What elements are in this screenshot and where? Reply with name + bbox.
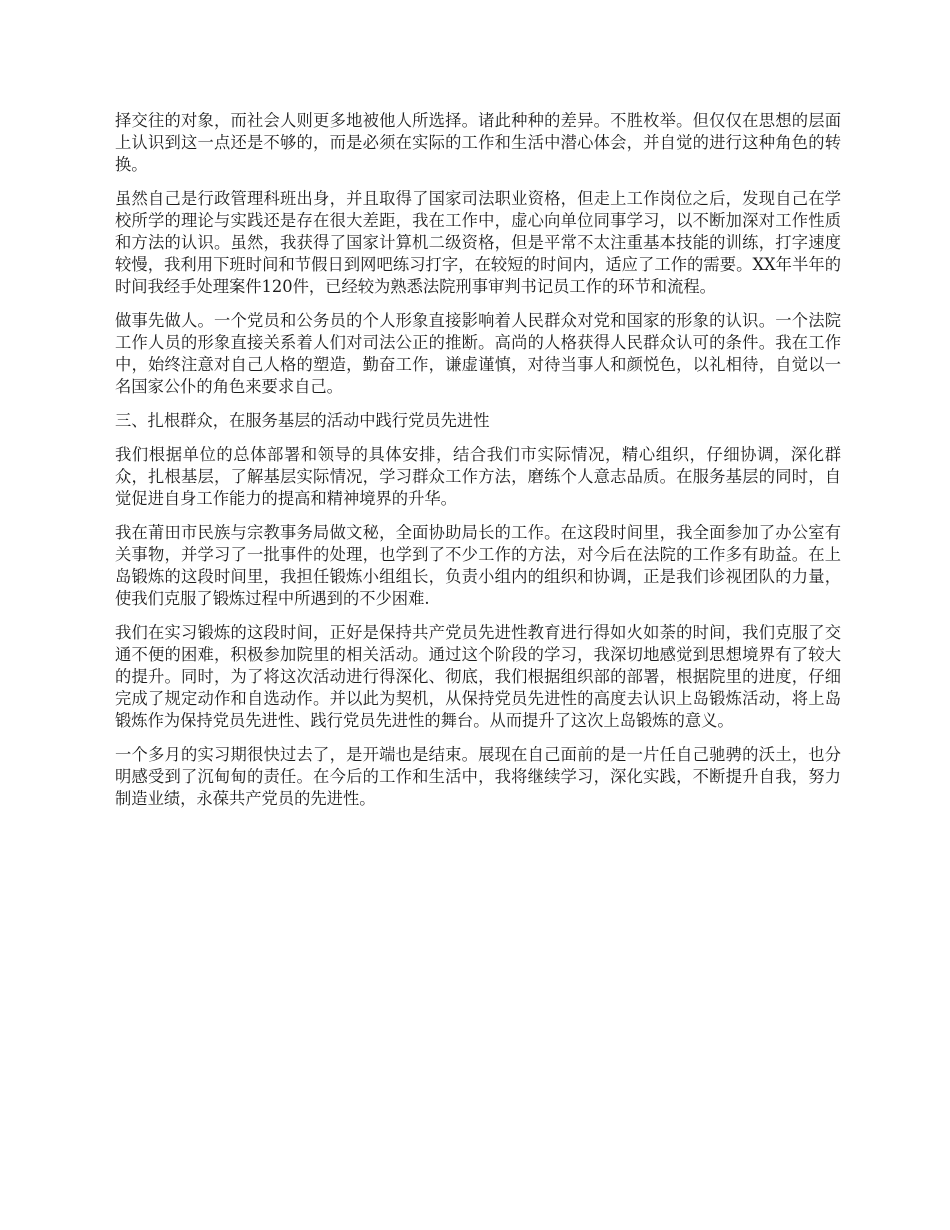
paragraph-party-education: 我们在实习锻炼的这段时间，正好是保持共产党员先进性教育进行得如火如荼的时间，我们克服了交通不便的困难，积极参加院里的相关活动。通过这个阶段的学习，我深切地感觉到思想境界有了较大的提升。同时，为了将这次活动进行得深化、彻底，我们根据组织部的部署，根据院里的进度，仔细完成了规定动作和自选动作。并以此为契机，从保持党员先进性的高度去认识上岛锻炼活动，将上岛锻炼作为保持党员先进性、践行党员先进性的舞台。从而提升了这次上岛锻炼的意义。 <box>115 623 841 730</box>
document-page <box>115 110 841 822</box>
paragraph-secretary-work: 我在莆田市民族与宗教事务局做文秘，全面协助局长的工作。在这段时间里，我全面参加了办公室有关事物，并学习了一批事件的处理，也学到了不少工作的方法，对今后在法院的工作多有助益。在上岛锻炼的这段时间里，我担任锻炼小组组长，负责小组内的组织和协调，正是我们诊视团队的力量，使我们克服了锻炼过程中所遇到的不少困难. <box>115 523 841 608</box>
section-heading-3: 三、扎根群众，在服务基层的活动中践行党员先进性 <box>115 411 490 430</box>
paragraph-grassroots-service: 我们根据单位的总体部署和领导的具体安排，结合我们市实际情况，精心组织，仔细协调，深化群众，扎根基层，了解基层实际情况，学习群众工作方法，磨练个人意志品质。在服务基层的同时，自觉促进自身工作能力的提高和精神境界的升华。 <box>115 445 841 508</box>
paragraph-learning-skills: 虽然自己是行政管理科班出身，并且取得了国家司法职业资格，但走上工作岗位之后，发现自己在学校所学的理论与实践还是存在很大差距，我在工作中，虚心向单位同事学习，以不断加深对工作性质和方法的认识。虽然，我获得了国家计算机二级资格，但是平常不太注重基本技能的训练，打字速度较慢，我利用下班时间和节假日到网吧练习打字，在较短的时间内，适应了工作的需要。XX年半年的时间我经手处理案件120件，已经较为熟悉法院刑事审判书记员工作的环节和流程。 <box>115 189 841 296</box>
paragraph-role-transition: 择交往的对象，而社会人则更多地被他人所选择。诸此种种的差异。不胜枚举。但仅仅在思想的层面上认识到这一点还是不够的，而是必须在实际的工作和生活中潜心体会，并自觉的进行这种角色的转换。 <box>115 111 841 174</box>
paragraph-personal-image: 做事先做人。一个党员和公务员的个人形象直接影响着人民群众对党和国家的形象的认识。一个法院工作人员的形象直接关系着人们对司法公正的推断。高尚的人格获得人民群众认可的条件。我在工作中，始终注意对自己人格的塑造，勤奋工作，谦虚谨慎，对待当事人和颜悦色，以礼相待，自觉以一名国家公仆的角色来要求自己。 <box>115 311 841 396</box>
paragraph-conclusion: 一个多月的实习期很快过去了，是开端也是结束。展现在自己面前的是一片任自己驰骋的沃土，也分明感受到了沉甸甸的责任。在今后的工作和生活中，我将继续学习，深化实践，不断提升自我，努力制造业绩，永葆共产党员的先进性。 <box>115 745 841 808</box>
